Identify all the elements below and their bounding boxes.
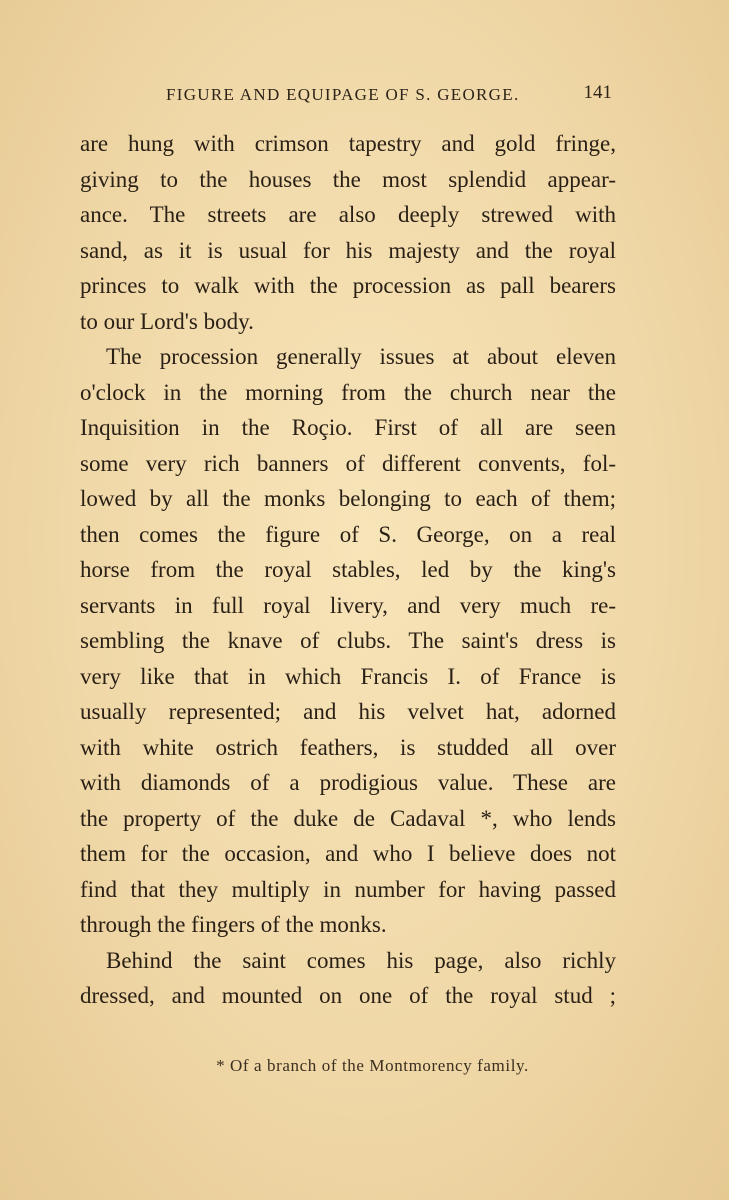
text-line: to our Lord's body. — [80, 308, 254, 334]
text-line: ance. The streets are also deeply strewed with — [80, 202, 616, 227]
text-line: very like that in which Francis I. of France is — [80, 663, 616, 689]
text-line: are hung with crimson tapestry and gold fringe, — [80, 131, 616, 156]
text-line: some very rich banners of different convents, fol- — [80, 450, 616, 476]
text-line: servants in full royal livery, and very much re- — [80, 592, 616, 618]
text-line: lowed by all the monks belonging to each of them; — [80, 486, 616, 511]
text-line: Inquisition in the Roçio. First of all are seen — [80, 415, 616, 440]
text-line: giving to the houses the most splendid appear- — [80, 166, 616, 192]
text-line: the property of the duke de Cadaval *, who lends — [80, 805, 616, 831]
footnote: * Of a branch of the Montmorency family. — [216, 1056, 529, 1075]
text-line: horse from the royal stables, led by the king's — [80, 557, 616, 582]
paragraph-first-line: The procession generally issues at about eleven — [106, 344, 616, 369]
text-line: dressed, and mounted on one of the royal stud ; — [80, 983, 616, 1008]
text-line: with white ostrich feathers, is studded all over — [80, 734, 616, 760]
text-line: then comes the figure of S. George, on a real — [80, 521, 616, 547]
text-line: sand, as it is usual for his majesty and the royal — [80, 237, 616, 263]
running-title: FIGURE AND EQUIPAGE OF S. GEORGE. — [166, 85, 520, 104]
page-number: 141 — [583, 82, 612, 103]
body-text — [80, 126, 616, 1014]
text-line: o'clock in the morning from the church near the — [80, 379, 616, 405]
page-header — [80, 80, 614, 110]
text-line: with diamonds of a prodigious value. These are — [80, 770, 616, 795]
text-line: usually represented; and his velvet hat, adorned — [80, 699, 616, 724]
text-line: princes to walk with the procession as pall bearers — [80, 273, 616, 298]
text-line: sembling the knave of clubs. The saint's dress is — [80, 628, 616, 653]
text-line: through the fingers of the monks. — [80, 912, 387, 937]
paragraph-first-line: Behind the saint comes his page, also richly — [106, 947, 616, 973]
text-line: them for the occasion, and who I believe does not — [80, 841, 616, 866]
text-line: find that they multiply in number for having passed — [80, 876, 616, 902]
